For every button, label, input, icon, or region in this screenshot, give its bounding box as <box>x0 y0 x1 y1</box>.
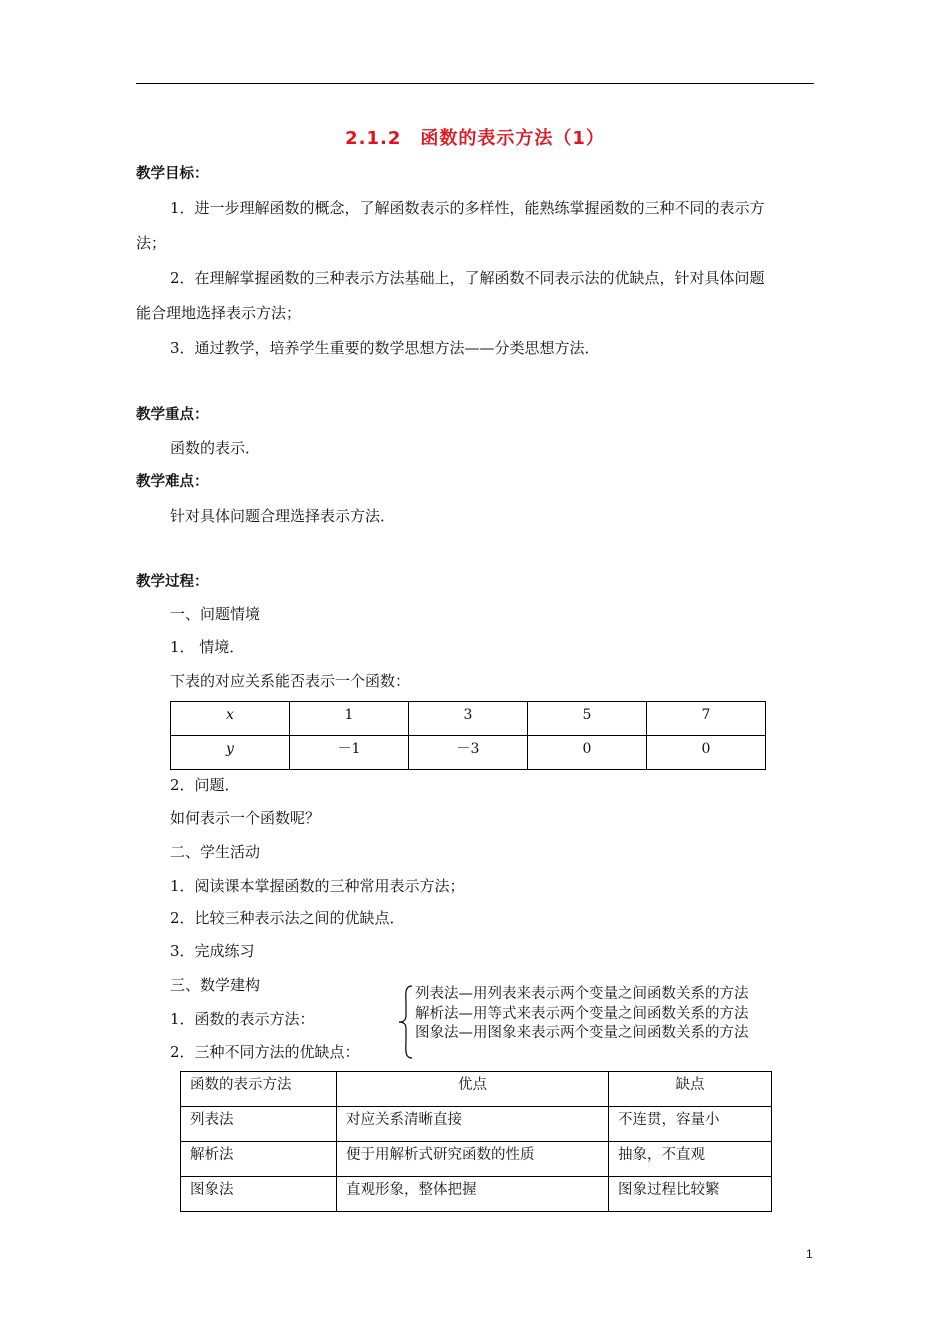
header-rule <box>136 83 814 84</box>
process-heading: 教学过程： <box>136 574 209 590</box>
objective-2-line2: 能合理地选择表示方法； <box>136 304 302 322</box>
key-point-text: 函数的表示． <box>170 439 261 457</box>
key-point-heading: 教学重点： <box>136 407 209 423</box>
section-1-item-2: 2．问题． <box>170 776 240 794</box>
table-row <box>181 1142 772 1177</box>
curly-brace-icon <box>398 985 414 1059</box>
methods-list <box>415 985 749 1044</box>
section-2-item-2: 2．比较三种表示法之间的优缺点． <box>170 909 405 927</box>
difficulty-text: 针对具体问题合理选择表示方法． <box>170 507 396 525</box>
section-1-title: 一、问题情境 <box>170 605 261 623</box>
section-2-item-1: 1．阅读课本掌握函数的三种常用表示方法； <box>170 877 465 895</box>
section-3-item-2: 2．三种不同方法的优缺点： <box>170 1043 360 1061</box>
table-cell: x <box>171 702 290 736</box>
table-row-x <box>171 702 766 736</box>
table-row <box>181 1107 772 1142</box>
comparison-table <box>180 1071 772 1212</box>
section-3-title: 三、数学建构 <box>170 976 261 994</box>
section-1-item-1: 1． 情境． <box>170 638 245 656</box>
page-number: 1 <box>806 1247 813 1261</box>
table-cell: 5 <box>528 702 647 736</box>
correspondence-table <box>170 701 766 770</box>
table-cell: 不连贯，容量小 <box>609 1107 772 1142</box>
table-cell: y <box>171 736 290 770</box>
table-cell: 图象过程比较繁 <box>609 1177 772 1212</box>
table-cell: 0 <box>647 736 766 770</box>
table-cell: 解析法 <box>181 1142 337 1177</box>
objectives-heading: 教学目标： <box>136 166 209 182</box>
objective-1-line2: 法； <box>136 234 167 252</box>
page-title: 2.1.2 函数的表示方法（1） <box>345 128 605 149</box>
table-row-y <box>171 736 766 770</box>
table-cell: －1 <box>290 736 409 770</box>
table-cell: 直观形象，整体把握 <box>337 1177 609 1212</box>
objective-2-line1: 2．在理解掌握函数的三种表示方法基础上，了解函数不同表示法的优缺点，针对具体问题 <box>170 269 765 287</box>
table-header-cell: 缺点 <box>609 1072 772 1107</box>
table-cell: 列表法 <box>181 1107 337 1142</box>
difficulty-heading: 教学难点： <box>136 474 209 490</box>
table-header-row <box>181 1072 772 1107</box>
objective-1-line1: 1．进一步理解函数的概念，了解函数表示的多样性，能熟练掌握函数的三种不同的表示方 <box>170 199 765 217</box>
table-cell: 图象法 <box>181 1177 337 1212</box>
table-cell: 1 <box>290 702 409 736</box>
table-cell: 7 <box>647 702 766 736</box>
section-3-item-1: 1．函数的表示方法： <box>170 1010 315 1028</box>
table-cell: 便于用解析式研究函数的性质 <box>337 1142 609 1177</box>
method-analytic: 解析法—用等式来表示两个变量之间函数关系的方法 <box>415 1005 749 1022</box>
section-1-item-2-text: 如何表示一个函数呢？ <box>170 809 321 827</box>
table-cell: 3 <box>409 702 528 736</box>
table-row <box>181 1177 772 1212</box>
section-2-item-3: 3．完成练习 <box>170 942 255 960</box>
table-cell: －3 <box>409 736 528 770</box>
objective-3: 3．通过教学，培养学生重要的数学思想方法——分类思想方法． <box>170 339 600 357</box>
table-header-cell: 函数的表示方法 <box>181 1072 337 1107</box>
table-cell: 对应关系清晰直接 <box>337 1107 609 1142</box>
method-graph: 图象法—用图象来表示两个变量之间函数关系的方法 <box>415 1025 749 1041</box>
method-table: 列表法—用列表来表示两个变量之间函数关系的方法 <box>415 986 749 1002</box>
table-cell: 抽象，不直观 <box>609 1142 772 1177</box>
section-1-item-1-text: 下表的对应关系能否表示一个函数： <box>170 672 411 690</box>
section-2-title: 二、学生活动 <box>170 843 261 861</box>
table-cell: 0 <box>528 736 647 770</box>
table-header-cell: 优点 <box>337 1072 609 1107</box>
